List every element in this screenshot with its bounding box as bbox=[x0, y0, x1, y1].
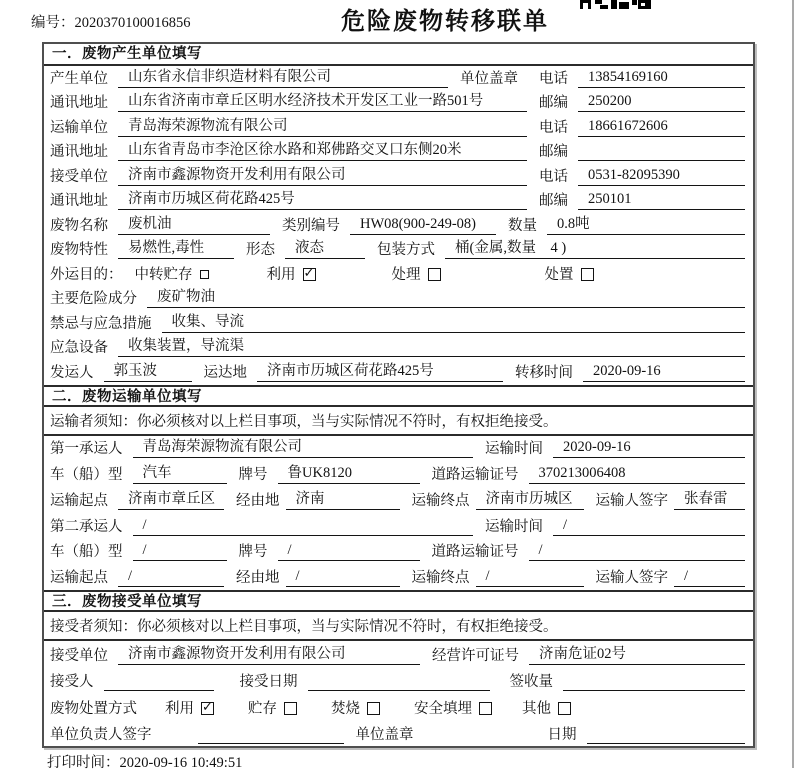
page-edge-divider bbox=[792, 0, 794, 768]
sender-row bbox=[44, 360, 753, 385]
date-label: 日期 bbox=[547, 727, 577, 744]
second-carrier-label: 第二承运人 bbox=[50, 518, 123, 535]
date-value bbox=[587, 742, 746, 744]
license-label: 经营许可证号 bbox=[432, 647, 519, 664]
endpoint-label: 运输终点 bbox=[411, 492, 470, 509]
destination-label: 运达地 bbox=[203, 364, 247, 381]
checkbox-storage[interactable] bbox=[200, 270, 209, 279]
option-label: 贮存 bbox=[248, 700, 277, 717]
waste-name-row bbox=[44, 213, 753, 238]
checkbox-landfill[interactable] bbox=[479, 702, 492, 715]
notice-text: 接受者须知：你必须核对以上栏目事项，当与实际情况不符时，有权拒绝接受。 bbox=[50, 619, 558, 636]
waste-property-value: 易燃性,毒性 bbox=[118, 236, 234, 259]
vehicle-type-row-2 bbox=[44, 539, 753, 565]
zip-value bbox=[578, 159, 745, 161]
road-permit-value: 370213006408 bbox=[529, 465, 746, 484]
receiver-unit-value: 济南市鑫源物资开发利用有限公司 bbox=[118, 163, 527, 186]
via-value: / bbox=[286, 568, 400, 587]
carrier-signature-value: 张春雷 bbox=[674, 487, 745, 510]
page-title: 危险废物转移联单 bbox=[341, 9, 549, 35]
form-state-label: 形态 bbox=[246, 242, 275, 258]
transport-time-value: 2020-09-16 bbox=[553, 439, 745, 458]
accept-person-label: 接受人 bbox=[50, 674, 94, 691]
transporter-notice bbox=[44, 407, 753, 436]
producer-address-row bbox=[44, 91, 753, 116]
vehicle-type-label: 车（船）型 bbox=[50, 467, 123, 484]
waste-property-row bbox=[44, 238, 753, 263]
doc-number-value: 2020370100016856 bbox=[74, 15, 191, 31]
accept-unit-label: 接受单位 bbox=[50, 647, 108, 664]
accept-person-row bbox=[44, 668, 753, 695]
receiver-unit-label: 接受单位 bbox=[50, 168, 108, 185]
address-label: 通讯地址 bbox=[50, 193, 108, 209]
phone-label: 电话 bbox=[539, 70, 568, 87]
option-label: 利用 bbox=[266, 266, 296, 283]
responsible-signature-value bbox=[198, 742, 344, 744]
second-carrier-row bbox=[44, 513, 753, 539]
emergency-equipment-row bbox=[44, 336, 753, 361]
second-carrier-value: / bbox=[133, 517, 474, 536]
emergency-equipment-value: 收集装置，导流渠 bbox=[118, 334, 745, 357]
plate-number-label: 牌号 bbox=[238, 467, 268, 484]
section1-header: 一．废物产生单位填写 bbox=[44, 44, 753, 66]
transfer-purpose-row bbox=[44, 262, 753, 287]
first-carrier-row bbox=[44, 436, 753, 462]
transport-time-value: / bbox=[553, 517, 745, 536]
accept-unit-row bbox=[44, 641, 753, 668]
receiver-unit-row bbox=[44, 164, 753, 189]
via-value: 济南 bbox=[286, 487, 400, 510]
option-label: 焚烧 bbox=[331, 700, 360, 717]
sender-value: 郭玉波 bbox=[104, 359, 192, 382]
hazard-component-label: 主要危险成分 bbox=[50, 291, 137, 307]
section3-header: 三．废物接受单位填写 bbox=[44, 590, 753, 612]
category-code-value: HW08(900-249-08) bbox=[350, 216, 496, 235]
print-time bbox=[47, 751, 242, 772]
checkbox-utilize[interactable] bbox=[201, 702, 214, 715]
checkbox-treat[interactable] bbox=[428, 268, 441, 281]
emergency-measures-label: 禁忌与应急措施 bbox=[50, 315, 152, 332]
form-state-value: 液态 bbox=[285, 236, 365, 259]
option-label: 中转贮存 bbox=[134, 266, 193, 283]
responsible-signature-row bbox=[44, 721, 753, 748]
transport-time-label: 运输时间 bbox=[485, 441, 543, 458]
vehicle-type-row bbox=[44, 461, 753, 487]
section2-header: 二．废物运输单位填写 bbox=[44, 385, 753, 407]
transport-time-label: 运输时间 bbox=[485, 518, 543, 535]
road-permit-value: / bbox=[529, 542, 746, 561]
option-label: 安全填埋 bbox=[414, 700, 472, 717]
accept-person-value bbox=[104, 689, 214, 691]
print-time-label: 打印时间： bbox=[47, 755, 120, 771]
accept-date-label: 接受日期 bbox=[239, 674, 298, 691]
category-code-label: 类别编号 bbox=[282, 217, 340, 234]
transfer-time-value: 2020-09-16 bbox=[583, 363, 745, 382]
receiver-notice bbox=[44, 612, 753, 641]
accept-date-value bbox=[308, 689, 490, 691]
accept-unit-value: 济南市鑫源物资开发利用有限公司 bbox=[118, 642, 420, 665]
disposal-option-store bbox=[248, 697, 297, 718]
received-quantity-value bbox=[563, 689, 745, 691]
unit-stamp-label: 单位盖章 bbox=[460, 70, 518, 87]
disposal-method-label: 废物处置方式 bbox=[50, 700, 137, 717]
route-row bbox=[44, 487, 753, 513]
purpose-option-dispose bbox=[545, 263, 594, 284]
responsible-signature-label: 单位负责人签字 bbox=[50, 727, 152, 744]
emergency-equipment-label: 应急设备 bbox=[50, 340, 108, 356]
destination-value: 济南市历城区荷花路425号 bbox=[257, 359, 503, 382]
vehicle-type-value: / bbox=[133, 542, 227, 561]
first-carrier-label: 第一承运人 bbox=[50, 441, 123, 458]
packaging-label: 包装方式 bbox=[377, 242, 435, 258]
endpoint-value: 济南市历城区 bbox=[476, 487, 584, 510]
emergency-measures-value: 收集、导流 bbox=[162, 310, 746, 333]
receiver-address-row bbox=[44, 189, 753, 214]
transfer-purpose-label: 外运目的： bbox=[50, 266, 123, 283]
via-label: 经由地 bbox=[236, 570, 280, 587]
purpose-option-utilize bbox=[267, 263, 316, 284]
qr-code-fragment-icon bbox=[580, 0, 652, 10]
phone-value: 18661672606 bbox=[578, 118, 745, 137]
sender-label: 发运人 bbox=[50, 364, 94, 381]
phone-label: 电话 bbox=[539, 119, 568, 136]
waste-name-label: 废物名称 bbox=[50, 217, 108, 234]
transfer-time-label: 转移时间 bbox=[515, 364, 573, 381]
quantity-label: 数量 bbox=[508, 217, 537, 234]
print-time-value: 2020-09-16 10:49:51 bbox=[119, 755, 243, 771]
option-label: 利用 bbox=[165, 700, 194, 717]
purpose-option-storage bbox=[135, 263, 209, 284]
address-value: 山东省济南市章丘区明水经济技术开发区工业一路501号 bbox=[118, 89, 527, 112]
vehicle-type-value: 汽车 bbox=[133, 461, 227, 484]
hazard-component-row bbox=[44, 287, 753, 312]
origin-label: 运输起点 bbox=[50, 570, 108, 587]
transporter-unit-value: 青岛海荣源物流有限公司 bbox=[118, 114, 527, 137]
phone-value: 13854169160 bbox=[578, 69, 745, 88]
producer-unit-value: 山东省永信非织造材料有限公司 bbox=[118, 65, 448, 88]
address-label: 通讯地址 bbox=[50, 95, 108, 111]
quantity-value: 0.8吨 bbox=[547, 212, 745, 235]
doc-number-label: 编号： bbox=[31, 15, 75, 31]
disposal-option-other bbox=[522, 697, 571, 718]
vehicle-type-label: 车（船）型 bbox=[50, 544, 123, 561]
phone-value: 0531-82095390 bbox=[578, 167, 745, 186]
waste-property-label: 废物特性 bbox=[50, 242, 108, 258]
plate-number-label: 牌号 bbox=[238, 544, 268, 561]
option-label: 处置 bbox=[544, 266, 574, 283]
producer-unit-label: 产生单位 bbox=[50, 70, 108, 87]
checkbox-utilize[interactable] bbox=[303, 268, 316, 281]
checkbox-other[interactable] bbox=[558, 702, 571, 715]
carrier-signature-label: 运输人签字 bbox=[595, 570, 668, 587]
transporter-unit-row bbox=[44, 115, 753, 140]
plate-number-value: 鲁UK8120 bbox=[278, 461, 420, 484]
disposal-option-utilize bbox=[165, 697, 214, 718]
endpoint-label: 运输终点 bbox=[411, 570, 470, 587]
road-permit-label: 道路运输证号 bbox=[431, 544, 519, 561]
address-label: 通讯地址 bbox=[50, 144, 108, 160]
waste-name-value: 废机油 bbox=[118, 212, 270, 235]
manifest-form-table bbox=[42, 42, 755, 748]
emergency-measures-row bbox=[44, 311, 753, 336]
zip-value: 250101 bbox=[578, 191, 745, 210]
received-quantity-label: 签收量 bbox=[509, 674, 553, 691]
unit-stamp-label: 单位盖章 bbox=[355, 727, 414, 744]
first-carrier-value: 青岛海荣源物流有限公司 bbox=[133, 435, 474, 458]
disposal-method-row bbox=[44, 694, 753, 721]
checkbox-dispose[interactable] bbox=[581, 268, 594, 281]
zip-label: 邮编 bbox=[539, 144, 568, 160]
hazard-component-value: 废矿物油 bbox=[147, 285, 745, 308]
checkbox-incinerate[interactable] bbox=[367, 702, 380, 715]
zip-label: 邮编 bbox=[539, 95, 568, 111]
doc-number bbox=[31, 11, 191, 32]
license-value: 济南危证02号 bbox=[529, 642, 745, 665]
origin-value: 济南市章丘区 bbox=[118, 487, 224, 510]
zip-value: 250200 bbox=[578, 93, 745, 112]
transporter-address-row bbox=[44, 140, 753, 165]
carrier-signature-label: 运输人签字 bbox=[595, 492, 668, 509]
road-permit-label: 道路运输证号 bbox=[431, 467, 519, 484]
origin-value: / bbox=[118, 568, 224, 587]
option-label: 处理 bbox=[391, 266, 421, 283]
address-value: 山东省青岛市李沧区徐水路和郑佛路交叉口东侧20米 bbox=[118, 138, 527, 161]
purpose-option-treat bbox=[392, 263, 441, 284]
address-value: 济南市历城区荷花路425号 bbox=[118, 187, 527, 210]
phone-label: 电话 bbox=[539, 168, 568, 185]
endpoint-value: / bbox=[476, 568, 584, 587]
checkbox-store[interactable] bbox=[284, 702, 297, 715]
option-label: 其他 bbox=[522, 700, 551, 717]
via-label: 经由地 bbox=[236, 492, 280, 509]
disposal-option-incinerate bbox=[331, 697, 380, 718]
carrier-signature-value: / bbox=[674, 568, 745, 587]
plate-number-value: / bbox=[278, 542, 420, 561]
origin-label: 运输起点 bbox=[50, 492, 108, 509]
transporter-unit-label: 运输单位 bbox=[50, 119, 108, 136]
disposal-option-landfill bbox=[414, 697, 492, 718]
notice-text: 运输者须知：你必须核对以上栏目事项，当与实际情况不符时，有权拒绝接受。 bbox=[50, 413, 558, 430]
zip-label: 邮编 bbox=[539, 193, 568, 209]
packaging-value: 桶(金属,数量 4 ) bbox=[445, 236, 745, 259]
producer-unit-row bbox=[44, 66, 753, 91]
route-row-2 bbox=[44, 564, 753, 590]
